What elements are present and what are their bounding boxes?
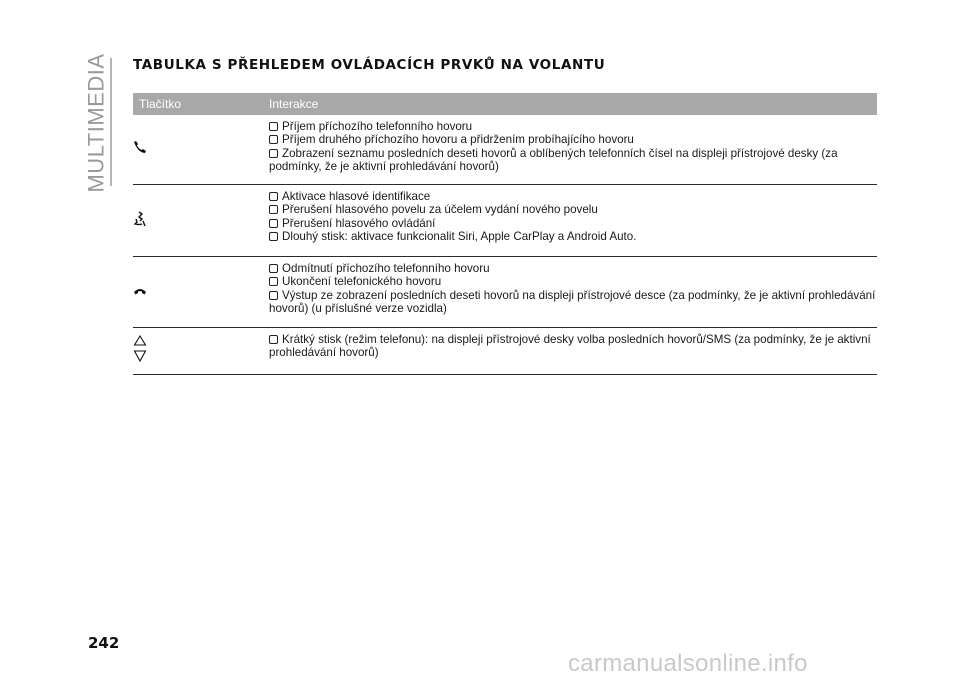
checkbox-bullet-icon (269, 149, 278, 158)
list-item: Odmítnutí příchozího telefonního hovoru (269, 262, 877, 275)
header-button: Tlačítko (139, 97, 182, 111)
list-item: Přerušení hlasového ovládání (269, 217, 877, 230)
table-row (133, 328, 877, 375)
section-divider (110, 58, 112, 186)
hang-up-icon (133, 287, 147, 297)
list-item: Příjem příchozího telefonního hovoru (269, 120, 877, 133)
checkbox-bullet-icon (269, 335, 278, 344)
controls-table (133, 93, 877, 375)
page-title: TABULKA S PŘEHLEDEM OVLÁDACÍCH PRVKŮ NA VOLANTU (133, 57, 606, 73)
voice-command-icon (133, 211, 147, 227)
checkbox-bullet-icon (269, 264, 278, 273)
list-item: Přerušení hlasového povelu za účelem vydání nového povelu (269, 203, 877, 216)
checkbox-bullet-icon (269, 135, 278, 144)
list-item: Aktivace hlasové identifikace (269, 190, 877, 203)
checkbox-bullet-icon (269, 205, 278, 214)
table-header (133, 93, 877, 115)
up-down-arrows-icon (133, 332, 147, 366)
checkbox-bullet-icon (269, 232, 278, 241)
table-row (133, 185, 877, 257)
list-item: Krátký stisk (režim telefonu): na displeji přístrojové desky volba posledních hovorů/SMS (za podmínky, že je aktivní prohledávání hovorů) (269, 333, 871, 360)
table-row (133, 115, 877, 185)
list-item: Výstup ze zobrazení posledních deseti hovorů na displeji přístrojové desce (za podmínky, že je aktivní prohledávání hovorů) (u příslušné verze vozidla) (269, 288, 876, 315)
checkbox-bullet-icon (269, 219, 278, 228)
list-item: Ukončení telefonického hovoru (269, 275, 877, 288)
header-interaction: Interakce (269, 97, 319, 111)
list-item: Zobrazení seznamu posledních deseti hovorů a oblíbených telefonních čísel na displeji přístrojové desky (za podmínky, že je aktivní prohledávání hovorů) (269, 146, 838, 173)
section-vertical-label: MULTIMEDIA (84, 53, 110, 193)
checkbox-bullet-icon (269, 277, 278, 286)
table-row (133, 257, 877, 328)
page-number: 242 (88, 634, 120, 652)
watermark: carmanualsonline.info (568, 650, 808, 677)
checkbox-bullet-icon (269, 122, 278, 131)
phone-icon (133, 140, 147, 154)
list-item: Dlouhý stisk: aktivace funkcionalit Siri, Apple CarPlay a Android Auto. (269, 230, 877, 243)
checkbox-bullet-icon (269, 291, 278, 300)
checkbox-bullet-icon (269, 192, 278, 201)
list-item: Příjem druhého příchozího hovoru a přidržením probíhajícího hovoru (269, 133, 877, 146)
